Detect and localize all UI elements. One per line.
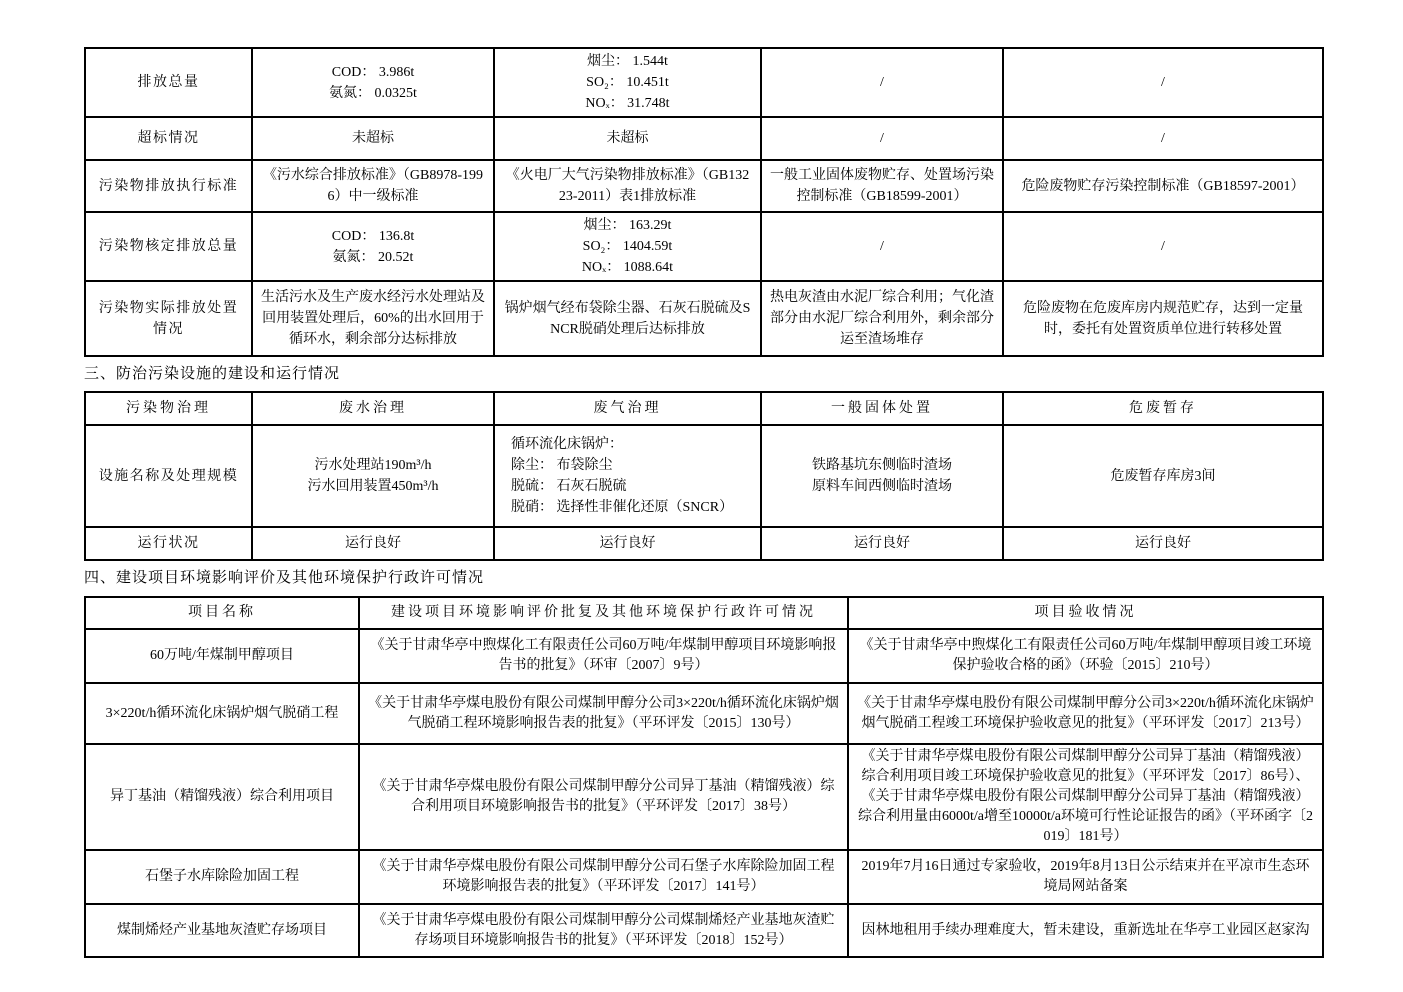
cell-line: 污水处理站190m³/h <box>314 458 432 473</box>
cell-status-solid: 运行良好 <box>761 527 1003 560</box>
cell-project-name: 60万吨/年煤制甲醇项目 <box>85 629 359 683</box>
cell-solid-waste: / <box>761 48 1003 117</box>
cell-line: 原料车间西侧临时渣场 <box>812 479 952 494</box>
cell-line: 氨氮： 0.0325t <box>329 85 417 101</box>
row-label-operating-status: 运行状况 <box>85 527 252 560</box>
cell-project-acceptance: 2019年7月16日通过专家验收，2019年8月13日公示结束并在平凉市生态环境局网站备案 <box>848 850 1323 904</box>
row-label-facility-scale: 设施名称及处理规模 <box>85 425 252 527</box>
cell-solid-exceedance: / <box>761 117 1003 160</box>
cell-hazardous-facility: 危废暂存库房3间 <box>1003 425 1323 527</box>
document-content <box>84 47 1322 958</box>
cell-line: 除尘： 布袋除尘 <box>511 458 613 473</box>
header-project-name: 项目名称 <box>85 597 359 629</box>
table-row <box>85 392 1323 425</box>
cell-line: 烟尘： 163.29t <box>583 218 672 233</box>
cell-line: 污水回用装置450m³/h <box>307 479 439 494</box>
cell-hazard-exceedance: / <box>1003 117 1323 160</box>
cell-status-hazardous: 运行良好 <box>1003 527 1323 560</box>
row-label-approved-total: 污染物核定排放总量 <box>85 212 252 281</box>
cell-line: 脱硝： 选择性非催化还原（SNCR） <box>511 500 734 515</box>
header-waste-gas: 废气治理 <box>494 392 761 425</box>
cell-project-acceptance: 因林地租用手续办理难度大，暂未建设，重新选址在华亭工业园区赵家沟 <box>848 904 1323 957</box>
cell-line: NOₓ： 1088.64t <box>581 260 674 275</box>
cell-project-approval: 《关于甘肃华亭煤电股份有限公司煤制甲醇分公司煤制烯烃产业基地灰渣贮存场项目环境影响报告书的批复》（平环评发〔2018〕152号） <box>359 904 848 957</box>
emissions-table <box>84 47 1324 357</box>
cell-air-exceedance: 未超标 <box>494 117 761 160</box>
row-label-actual-disposal: 污染物实际排放处置情况 <box>85 281 252 356</box>
cell-water-disposal: 生活污水及生产废水经污水处理站及回用装置处理后，60%的出水回用于循环水，剩余部分达标排放 <box>252 281 494 356</box>
section-4-title: 四、建设项目环境影响评价及其他环境保护行政许可情况 <box>84 570 485 586</box>
section-3-title: 三、防治污染设施的建设和运行情况 <box>84 366 341 382</box>
table-row <box>85 527 1323 560</box>
cell-project-approval: 《关于甘肃华亭煤电股份有限公司煤制甲醇分公司3×220t/h循环流化床锅炉烟气脱硝工程环境影响报告表的批复》（平环评发〔2015〕130号） <box>359 683 848 744</box>
cell-project-acceptance: 《关于甘肃华亭煤电股份有限公司煤制甲醇分公司异丁基油（精馏残液）综合利用项目竣工环境保护验收意见的批复》（平环评发〔2017〕86号）、《关于甘肃华亭煤电股份有限公司煤制甲醇分公司异丁基油（精馏残液）综合利用量由6000t/a增至10000t/a环境可行性论证报告的函》（平环函字〔2019〕181号） <box>848 744 1323 850</box>
cell-line: 铁路基坑东侧临时渣场 <box>812 458 952 473</box>
row-label-exceedance: 超标情况 <box>85 117 252 160</box>
cell-status-gas: 运行良好 <box>494 527 761 560</box>
cell-water-exceedance: 未超标 <box>252 117 494 160</box>
cell-project-approval: 《关于甘肃华亭煤电股份有限公司煤制甲醇分公司异丁基油（精馏残液）综合利用项目环境影响报告书的批复》（平环评发〔2017〕38号） <box>359 744 848 850</box>
row-label-emission-total: 排放总量 <box>85 48 252 117</box>
cell-project-approval: 《关于甘肃华亭煤电股份有限公司煤制甲醇分公司石堡子水库除险加固工程环境影响报告表的批复》（平环评发〔2017〕141号） <box>359 850 848 904</box>
cell-water-emissions <box>252 48 494 117</box>
cell-water-approved <box>252 212 494 281</box>
cell-project-acceptance: 《关于甘肃华亭煤电股份有限公司煤制甲醇分公司3×220t/h循环流化床锅炉烟气脱硝工程竣工环境保护验收意见的批复》（平环评发〔2017〕213号） <box>848 683 1323 744</box>
cell-line: COD： 136.8t <box>331 228 415 244</box>
cell-hazard-standard: 危险废物贮存污染控制标准（GB18597-2001） <box>1003 160 1323 212</box>
cell-air-disposal: 锅炉烟气经布袋除尘器、石灰石脱硫及SNCR脱硝处理后达标排放 <box>494 281 761 356</box>
header-wastewater: 废水治理 <box>252 392 494 425</box>
cell-status-wastewater: 运行良好 <box>252 527 494 560</box>
header-acceptance-status: 项目验收情况 <box>848 597 1323 629</box>
cell-line: SO₂： 1404.59t <box>582 239 673 254</box>
cell-air-emissions <box>494 48 761 117</box>
cell-project-approval: 《关于甘肃华亭中煦煤化工有限责任公司60万吨/年煤制甲醇项目环境影响报告书的批复》（环审〔2007〕9号） <box>359 629 848 683</box>
cell-air-approved <box>494 212 761 281</box>
cell-solid-standard: 一般工业固体废物贮存、处置场污染控制标准（GB18599-2001） <box>761 160 1003 212</box>
table-row <box>85 160 1323 212</box>
cell-line: SO₂： 10.451t <box>586 75 669 90</box>
eia-permits-table <box>84 596 1324 958</box>
cell-project-acceptance: 《关于甘肃华亭中煦煤化工有限责任公司60万吨/年煤制甲醇项目竣工环境保护验收合格的函》（环验〔2015〕210号） <box>848 629 1323 683</box>
table-row <box>85 683 1323 744</box>
cell-gas-facility <box>494 425 761 527</box>
cell-water-standard: 《污水综合排放标准》（GB8978-1996）中一级标准 <box>252 160 494 212</box>
row-label-standards: 污染物排放执行标准 <box>85 160 252 212</box>
cell-hazard-disposal: 危险废物在危废库房内规范贮存，达到一定量时，委托有处置资质单位进行转移处置 <box>1003 281 1323 356</box>
header-hazardous-storage: 危废暂存 <box>1003 392 1323 425</box>
table-row <box>85 212 1323 281</box>
cell-line: 氨氮： 20.52t <box>332 249 414 265</box>
header-general-solid: 一般固体处置 <box>761 392 1003 425</box>
cell-line: 烟尘： 1.544t <box>587 54 668 69</box>
cell-line: COD： 3.986t <box>331 64 415 80</box>
table-row <box>85 850 1323 904</box>
cell-project-name: 3×220t/h循环流化床锅炉烟气脱硝工程 <box>85 683 359 744</box>
cell-hazard-approved: / <box>1003 212 1323 281</box>
table-row <box>85 281 1323 356</box>
table-row <box>85 904 1323 957</box>
cell-solid-disposal: 热电灰渣由水泥厂综合利用；气化渣部分由水泥厂综合利用外，剩余部分运至渣场堆存 <box>761 281 1003 356</box>
cell-line: 脱硫： 石灰石脱硫 <box>511 479 627 494</box>
cell-project-name: 煤制烯烃产业基地灰渣贮存场项目 <box>85 904 359 957</box>
table-row <box>85 425 1323 527</box>
cell-project-name: 石堡子水库除险加固工程 <box>85 850 359 904</box>
table-row <box>85 117 1323 160</box>
table-row <box>85 744 1323 850</box>
table-row <box>85 48 1323 117</box>
header-eia-approval: 建设项目环境影响评价批复及其他环境保护行政许可情况 <box>359 597 848 629</box>
cell-air-standard: 《火电厂大气污染物排放标准》（GB13223-2011）表1排放标准 <box>494 160 761 212</box>
facilities-table <box>84 391 1324 561</box>
cell-solid-facility <box>761 425 1003 527</box>
cell-wastewater-facility <box>252 425 494 527</box>
cell-project-name: 异丁基油（精馏残液）综合利用项目 <box>85 744 359 850</box>
cell-hazardous-waste: / <box>1003 48 1323 117</box>
table-row <box>85 597 1323 629</box>
cell-line: NOₓ： 31.748t <box>585 96 670 111</box>
cell-line: 循环流化床锅炉： <box>511 437 623 452</box>
header-pollutant-treatment: 污染物治理 <box>85 392 252 425</box>
table-row <box>85 629 1323 683</box>
cell-solid-approved: / <box>761 212 1003 281</box>
